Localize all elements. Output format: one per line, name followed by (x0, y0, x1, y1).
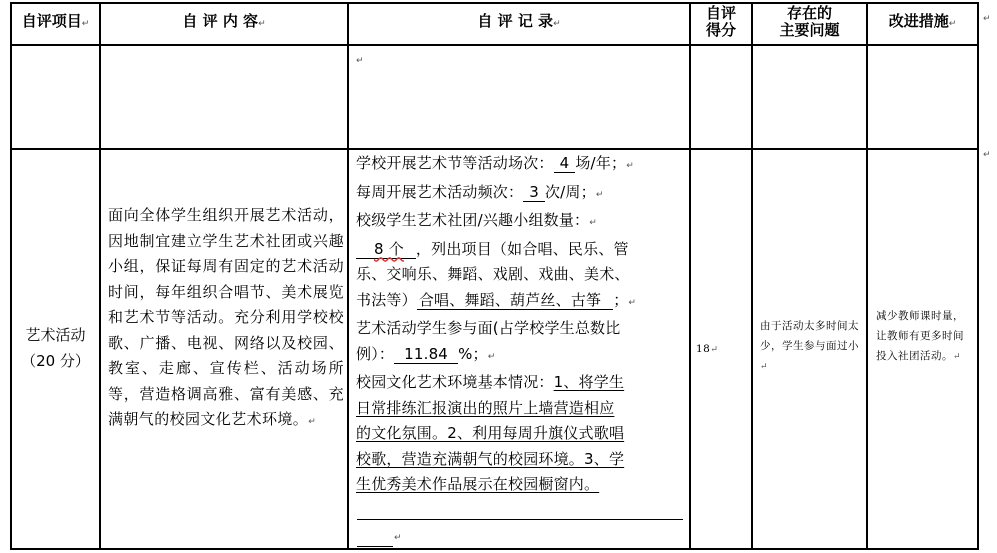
record-line-10: 日常排练汇报演出的照片上墙营造相应 (356, 398, 615, 417)
return-mark: ↵ (258, 19, 266, 29)
record-line-7: 艺术活动学生参与面(占学校学生总数比 (356, 319, 621, 337)
record-blank-line-2 (357, 546, 393, 547)
record-label: 校级学生艺术社团/兴趣小组数量： (356, 211, 590, 229)
header-problem-line1: 存在的 (786, 4, 832, 22)
item-points: （20 分） (21, 352, 90, 370)
record-value: 11.84 (394, 345, 458, 364)
grid-col-2 (347, 2, 349, 550)
grid-row1-bottom (10, 148, 979, 150)
record-line-4 (356, 237, 688, 263)
record-value: 合唱、舞蹈、葫芦丝、古筝 (417, 291, 613, 310)
record-line-2 (356, 180, 688, 209)
outside-mark-2: ↵ (983, 150, 991, 160)
grid-col-1 (99, 2, 101, 550)
return-mark: ↵ (308, 417, 317, 427)
grid-col-3 (689, 2, 691, 550)
content-text (108, 203, 344, 436)
record-label: 校园文化艺术环境基本情况： (356, 373, 554, 391)
header-record-label: 自 评 记 录 (477, 12, 554, 30)
grid-col-5 (866, 2, 868, 550)
problem-cell (760, 316, 862, 377)
return-mark: ↵ (487, 351, 496, 362)
record-label: ，列出项目（如合唱、民乐、管 (415, 239, 629, 258)
record-line-6 (356, 288, 688, 317)
record-line-5: 乐、交响乐、舞蹈、戏剧、戏曲、美术、 (356, 265, 630, 283)
header-score (691, 5, 751, 39)
header-score-line1: 自评 (705, 4, 736, 22)
item-name: 艺术活动 (25, 326, 86, 344)
record-line-9 (356, 370, 688, 396)
grid-top (10, 2, 979, 4)
problem-text: 由于活动太多时间太少，学生参与面过小 (760, 320, 859, 352)
record-line-13: 生优秀美术作品展示在校园橱窗内。 (356, 475, 600, 493)
record-end-mark: ↵ (394, 533, 402, 543)
return-mark: ↵ (628, 297, 637, 308)
record-value: 1、将学生 (553, 373, 625, 391)
return-mark: ↵ (595, 189, 604, 200)
record-label: 每周开展艺术活动频次： (356, 182, 524, 201)
grid-col-4 (751, 2, 753, 550)
header-measure (868, 13, 977, 33)
return-mark: ↵ (760, 362, 769, 372)
header-content (101, 13, 347, 33)
header-score-line2: 得分 (705, 21, 736, 39)
header-content-label: 自 评 内 容 (182, 12, 259, 30)
header-record (349, 13, 689, 33)
header-problem (753, 5, 866, 39)
return-mark: ↵ (81, 19, 90, 29)
record-value: 4 (554, 154, 576, 173)
record-value: 3 (523, 183, 545, 202)
record-label: 场/年； (575, 154, 627, 172)
record-label: ； (613, 290, 629, 309)
header-item (12, 13, 99, 33)
record-line-3 (356, 208, 688, 237)
record-label: 例）： (356, 344, 395, 363)
record-line-1 (356, 151, 688, 180)
record-label: 学校开展艺术节等活动场次： (356, 154, 554, 172)
return-mark: ↵ (626, 161, 634, 171)
return-mark: ↵ (948, 19, 957, 29)
return-mark: ↵ (953, 352, 962, 362)
return-mark: ↵ (553, 19, 561, 29)
item-name-cell (12, 322, 99, 374)
record-text (356, 151, 688, 498)
record-line-8 (356, 342, 688, 371)
return-mark: ↵ (710, 345, 719, 355)
record-line-12: 校歌，营造充满朝气的校园环境。3、学 (356, 449, 625, 468)
header-item-label: 自评项目 (21, 12, 82, 30)
grid-col-6 (977, 2, 979, 550)
header-measure-label: 改进措施 (888, 12, 949, 30)
score-value: 18 (696, 343, 711, 355)
grid-header-bottom (10, 44, 979, 46)
outside-mark-1: ↵ (983, 14, 991, 24)
record-label: 书法等） (356, 290, 417, 309)
score-cell (696, 339, 718, 360)
return-mark: ↵ (589, 218, 598, 228)
record-blank-line-1 (357, 519, 683, 520)
grid-col-0 (10, 2, 12, 550)
record-label: 次/周； (544, 182, 596, 201)
record-value: 8 个 (356, 240, 416, 259)
record-line-11: 的文化氛围。2、利用每周升旗仪式歌唱 (356, 424, 625, 442)
measure-text: 减少教师课时量，让教师有更多时间投入社团活动。 (876, 310, 964, 362)
content-body: 面向全体学生组织开展艺术活动，因地制宜建立学生艺术社团或兴趣小组，保证每周有固定的艺术活动时间，每年组织合唱节、美术展览和艺术节等活动。充分利用学校校歌、广播、电视、网络以及校园、教室、走廊、宣传栏、活动场所等，营造格调高雅、富有美感、充满朝气的校园文化艺术环境。 (108, 206, 344, 428)
grid-bottom (10, 548, 979, 550)
row1-return-mark: ↵ (356, 56, 364, 66)
header-problem-line2: 主要问题 (779, 21, 840, 39)
record-label: %； (458, 344, 488, 363)
measure-cell (876, 306, 974, 367)
